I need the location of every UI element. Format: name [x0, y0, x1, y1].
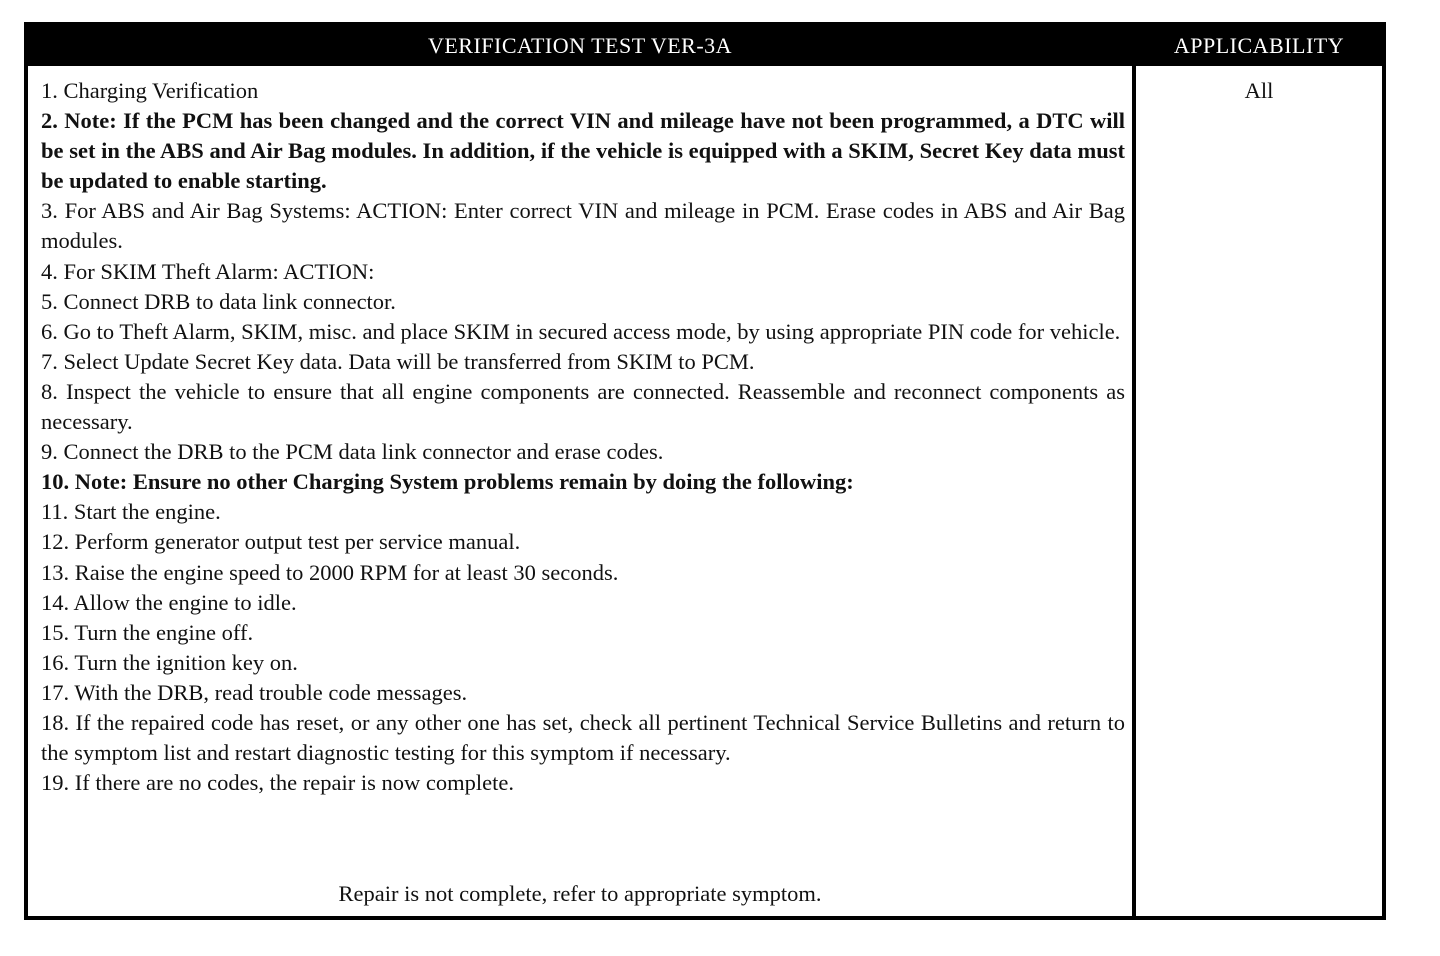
procedure-step: 9. Connect the DRB to the PCM data link connector and erase codes.: [41, 439, 664, 465]
procedure-step: 10. Note: Ensure no other Charging System problems remain by doing the following:: [41, 469, 854, 495]
procedure-steps: [41, 76, 1125, 798]
procedure-step: 17. With the DRB, read trouble code messages.: [41, 679, 468, 705]
procedure-step: 2. Note: If the PCM has been changed and the correct VIN and mileage have not been programmed, a DTC will be set in the ABS and Air Bag modules. In addition, if the vehicle is equipped with a SKIM, Secret Key data must be updated to enable starting.: [41, 108, 1125, 194]
table-header: [28, 26, 1382, 66]
procedure-step: 19. If there are no codes, the repair is now complete.: [41, 770, 514, 796]
procedure-step: 14. Allow the engine to idle.: [41, 589, 297, 615]
applicability-header: APPLICABILITY: [1173, 33, 1345, 58]
procedure-step: 7. Select Update Secret Key data. Data will be transferred from SKIM to PCM.: [41, 348, 755, 374]
procedure-step: 15. Turn the engine off.: [41, 619, 254, 645]
procedure-step: 4. For SKIM Theft Alarm: ACTION:: [41, 258, 375, 284]
procedure-step: 5. Connect DRB to data link connector.: [41, 288, 396, 314]
test-title: VERIFICATION TEST VER-3A: [427, 33, 733, 58]
procedure-step: 18. If the repaired code has reset, or any other one has set, check all pertinent Technical Service Bulletins and return to the symptom list and restart diagnostic testing for this symptom if necessary.: [41, 709, 1125, 766]
procedure-step: 8. Inspect the vehicle to ensure that all engine components are connected. Reassemble and reconnect components as necessary.: [41, 378, 1125, 435]
verification-test-table: [24, 22, 1386, 920]
procedure-step: 12. Perform generator output test per service manual.: [41, 529, 521, 555]
column-divider: [1132, 66, 1136, 916]
procedure-step: 3. For ABS and Air Bag Systems: ACTION: Enter correct VIN and mileage in PCM. Erase codes in ABS and Air Bag modules.: [41, 198, 1125, 254]
result-note: Repair is not complete, refer to appropriate symptom.: [338, 881, 822, 906]
applicability-value: All: [1244, 78, 1274, 103]
procedure-step: 16. Turn the ignition key on.: [41, 649, 298, 675]
procedure-step: 1. Charging Verification: [41, 78, 259, 103]
procedure-step: 13. Raise the engine speed to 2000 RPM for at least 30 seconds.: [41, 559, 619, 585]
procedure-step: 6. Go to Theft Alarm, SKIM, misc. and place SKIM in secured access mode, by using appropriate PIN code for vehicle.: [41, 318, 1121, 344]
procedure-step: 11. Start the engine.: [41, 499, 221, 525]
